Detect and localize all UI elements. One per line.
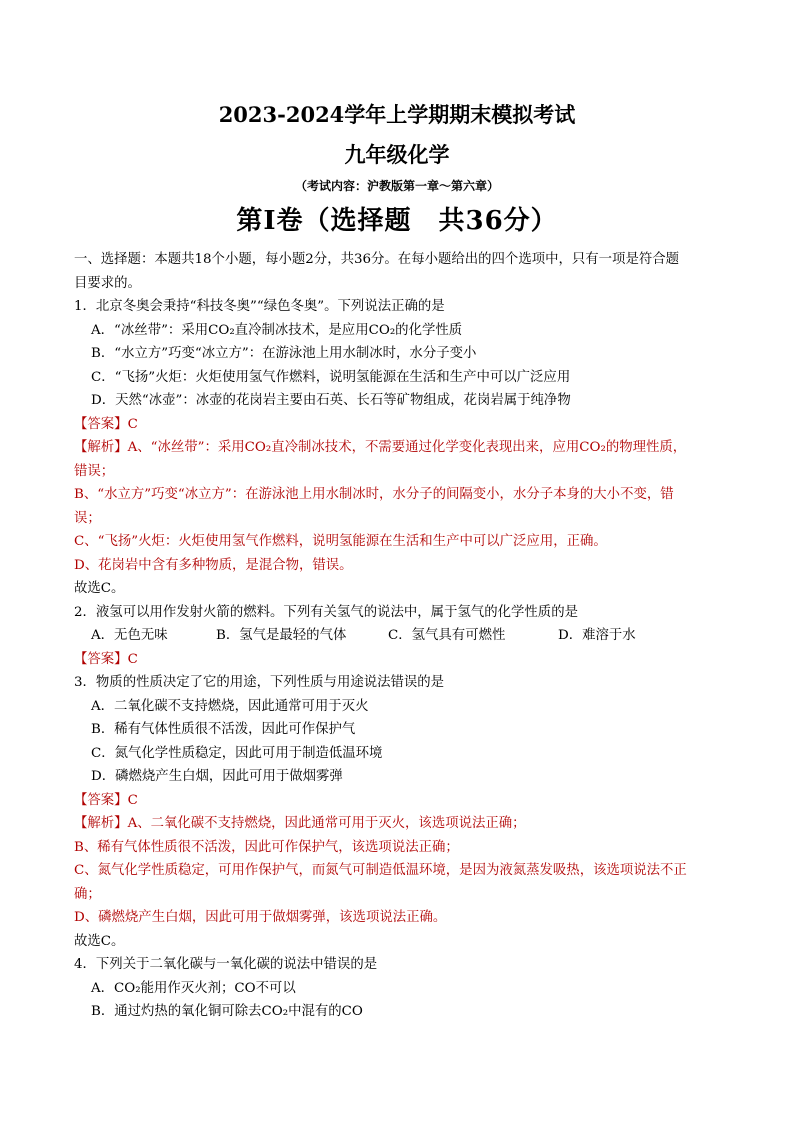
analysis-label: 【解析】 (74, 440, 128, 455)
exam-subject: 九年级化学 (344, 142, 450, 167)
q2-answer (74, 648, 724, 672)
q2-option-b: B．氢气是最轻的气体 (216, 628, 347, 643)
q1-stem: 1．北京冬奥会秉持“科技冬奥”“绿色冬奥”。下列说法正确的是 (74, 299, 445, 314)
q1-option-d: D．天然“冰壶”：冰壶的花岗岩主要由石英、长石等矿物组成，花岗岩属于纯净物 (91, 393, 571, 408)
question-content (74, 248, 724, 1024)
answer-label: 【答案】 (74, 651, 128, 667)
q2-stem: 2．液氢可以用作发射火箭的燃料。下列有关氢气的说法中，属于氢气的化学性质的是 (74, 604, 578, 620)
q2-option-a: A．无色无味 (91, 628, 168, 643)
q3-analysis-3: C、氮气化学性质稳定，可用作保护气，而氮气可制造低温环境，是因为液氮蒸发吸热，该选项说法不正 (74, 863, 687, 878)
q1-analysis-4: 误； (74, 510, 101, 526)
answer-value: C (127, 792, 138, 808)
q1-conclusion: 故选C。 (74, 581, 125, 596)
q4-option-b: B．通过灼热的氧化铜可除去CO₂中混有的CO (91, 1004, 363, 1019)
q1-analysis-5: C、“飞扬”火炬：火炬使用氢气作燃料，说明氢能源在生活和生产中可以广泛应用，正确。 (74, 534, 607, 549)
analysis-text: A、“冰丝带”：采用CO₂直冷制冰技术，不需要通过化学变化表现出来，应用CO₂的物理性质， (127, 440, 687, 455)
q1-answer (74, 413, 724, 437)
q1-analysis-6: D、花岗岩中含有多种物质，是混合物，错误。 (74, 557, 353, 573)
section-heading: 第Ⅰ卷（选择题 共36分） (236, 206, 558, 236)
q1-analysis-2: 错误； (74, 463, 115, 479)
q3-stem: 3．物质的性质决定了它的用途，下列性质与用途说法错误的是 (74, 675, 445, 690)
exam-scope: （考试内容：沪教版第一章～第六章） (294, 179, 499, 193)
answer-value: C (127, 416, 138, 432)
q1-analysis-3: B、“水立方”巧变“冰立方”：在游泳池上用水制冰时，水分子的间隔变小，水分子本身的大小不变，错 (74, 487, 674, 502)
q1-option-a: A．“冰丝带”：采用CO₂直冷制冰技术，是应用CO₂的化学性质 (91, 322, 463, 338)
q3-analysis-4: 确； (74, 886, 101, 902)
q2-options (74, 624, 724, 648)
q4-stem: 4．下列关于二氧化碳与一氧化碳的说法中错误的是 (74, 957, 378, 972)
q3-analysis-2: B、稀有气体性质很不活泼，因此可作保护气，该选项说法正确； (74, 839, 459, 855)
q3-conclusion: 故选C。 (74, 933, 125, 949)
q3-answer (74, 789, 724, 813)
q3-option-a: A．二氧化碳不支持燃烧，因此通常可用于灭火 (91, 698, 369, 714)
instructions-line-1: 一、选择题：本题共18个小题，每小题2分，共36分。在每小题给出的四个选项中，只有一项是符合题 (74, 252, 680, 267)
answer-label: 【答案】 (74, 792, 128, 808)
answer-label: 【答案】 (74, 416, 128, 432)
q3-option-b: B．稀有气体性质很不活泼，因此可作保护气 (91, 722, 356, 737)
q2-option-c: C．氢气具有可燃性 (388, 628, 506, 643)
analysis-label: 【解析】 (74, 816, 128, 831)
analysis-text: A、二氧化碳不支持燃烧，因此通常可用于灭火，该选项说法正确； (127, 816, 526, 831)
q4-option-a: A．CO₂能用作灭火剂；CO不可以 (91, 980, 296, 996)
q1-option-c: C．“飞扬”火炬：火炬使用氢气作燃料，说明氢能源在生活和生产中可以广泛应用 (91, 369, 571, 385)
q1-option-b: B．“水立方”巧变“冰立方”：在游泳池上用水制冰时，水分子变小 (91, 346, 477, 361)
q2-option-d: D．难溶于水 (558, 628, 636, 643)
exam-title: 2023-2024学年上学期期末模拟考试 (218, 102, 576, 127)
q3-option-c: C．氮气化学性质稳定，因此可用于制造低温环境 (91, 745, 383, 761)
q3-option-d: D．磷燃烧产生白烟，因此可用于做烟雾弹 (91, 769, 343, 784)
instructions-line-2: 目要求的。 (74, 275, 141, 291)
answer-value: C (127, 651, 138, 667)
q3-analysis-1 (74, 812, 724, 836)
q1-analysis-1 (74, 436, 724, 460)
q3-analysis-5: D、磷燃烧产生白烟，因此可用于做烟雾弹，该选项说法正确。 (74, 910, 447, 925)
